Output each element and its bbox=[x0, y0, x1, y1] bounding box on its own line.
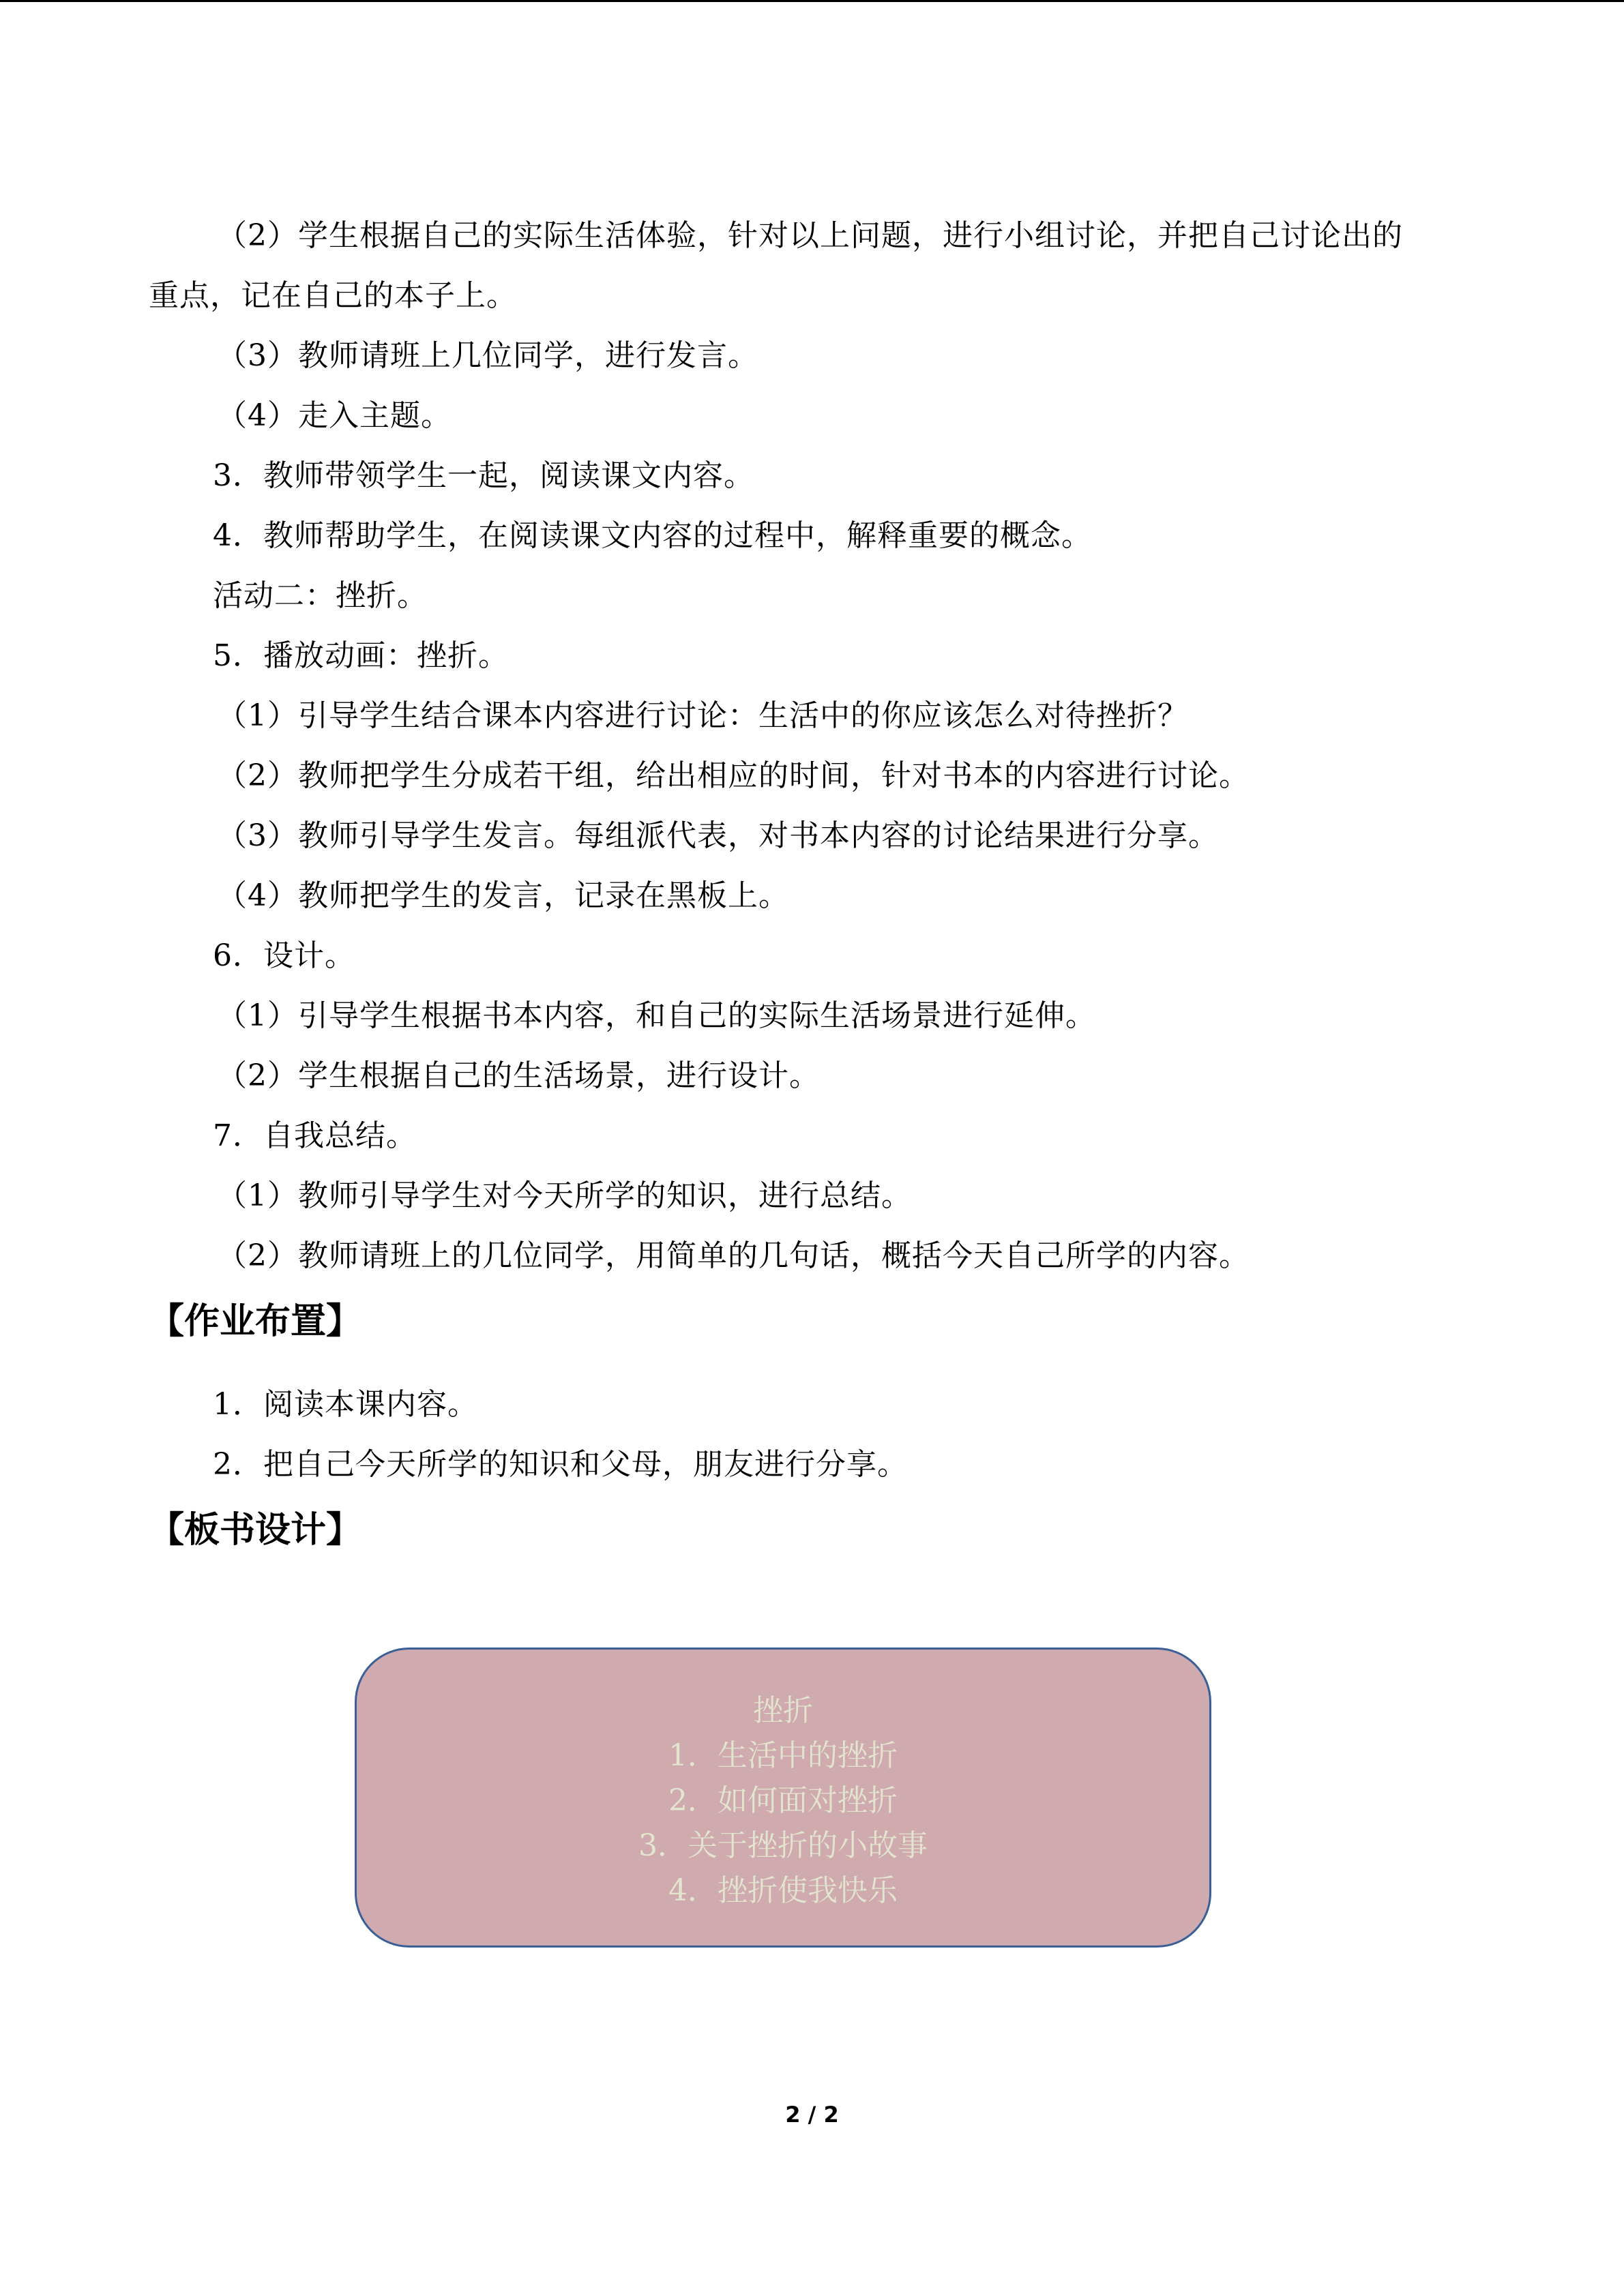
body-paragraph-line: 3．教师带领学生一起，阅读课文内容。 bbox=[213, 458, 754, 493]
body-paragraph-line: （3）教师请班上几位同学，进行发言。 bbox=[217, 338, 758, 373]
body-paragraph-line: （1）引导学生结合课本内容进行讨论：生活中的你应该怎么对待挫折？ bbox=[217, 698, 1188, 733]
body-paragraph-line: （1）教师引导学生对今天所学的知识，进行总结。 bbox=[217, 1178, 912, 1213]
body-paragraph-line: （2）学生根据自己的实际生活体验，针对以上问题，进行小组讨论，并把自己讨论出的 bbox=[217, 218, 1403, 253]
blackboard-design-box bbox=[355, 1648, 1211, 1948]
body-paragraph-line: （2）教师把学生分成若干组，给出相应的时间，针对书本的内容进行讨论。 bbox=[217, 758, 1250, 793]
board-line: 3．关于挫折的小故事 bbox=[638, 1828, 928, 1863]
top-border-rule bbox=[0, 0, 1624, 2]
homework-heading: 【作业布置】 bbox=[149, 1301, 362, 1342]
body-paragraph-line: 活动二：挫折。 bbox=[213, 578, 428, 613]
body-paragraph-line: 4．教师帮助学生，在阅读课文内容的过程中，解释重要的概念。 bbox=[213, 518, 1092, 553]
body-paragraph-line: （2）教师请班上的几位同学，用简单的几句话，概括今天自己所学的内容。 bbox=[217, 1238, 1250, 1273]
body-paragraph-line: （4）教师把学生的发言，记录在黑板上。 bbox=[217, 878, 789, 913]
body-paragraph-line: （2）学生根据自己的生活场景，进行设计。 bbox=[217, 1058, 820, 1093]
homework-item: 2．把自己今天所学的知识和父母，朋友进行分享。 bbox=[213, 1447, 908, 1482]
body-paragraph-line: （1）引导学生根据书本内容，和自己的实际生活场景进行延伸。 bbox=[217, 998, 1096, 1033]
board-line: 4．挫折使我快乐 bbox=[668, 1873, 898, 1908]
homework-item: 1．阅读本课内容。 bbox=[213, 1387, 478, 1422]
board-line: 1．生活中的挫折 bbox=[668, 1738, 898, 1773]
board-line: 2．如何面对挫折 bbox=[668, 1783, 898, 1818]
body-paragraph-line: 5．播放动画：挫折。 bbox=[213, 638, 509, 673]
body-paragraph-line: 7．自我总结。 bbox=[213, 1118, 417, 1153]
board-design-heading: 【板书设计】 bbox=[149, 1510, 362, 1551]
page-number: 2 / 2 bbox=[785, 2102, 839, 2128]
body-paragraph-line: 重点，记在自己的本子上。 bbox=[149, 278, 517, 313]
board-title: 挫折 bbox=[753, 1693, 813, 1728]
body-paragraph-line: 6．设计。 bbox=[213, 938, 355, 973]
body-paragraph-line: （3）教师引导学生发言。每组派代表，对书本内容的讨论结果进行分享。 bbox=[217, 818, 1219, 853]
body-paragraph-line: （4）走入主题。 bbox=[217, 398, 452, 433]
